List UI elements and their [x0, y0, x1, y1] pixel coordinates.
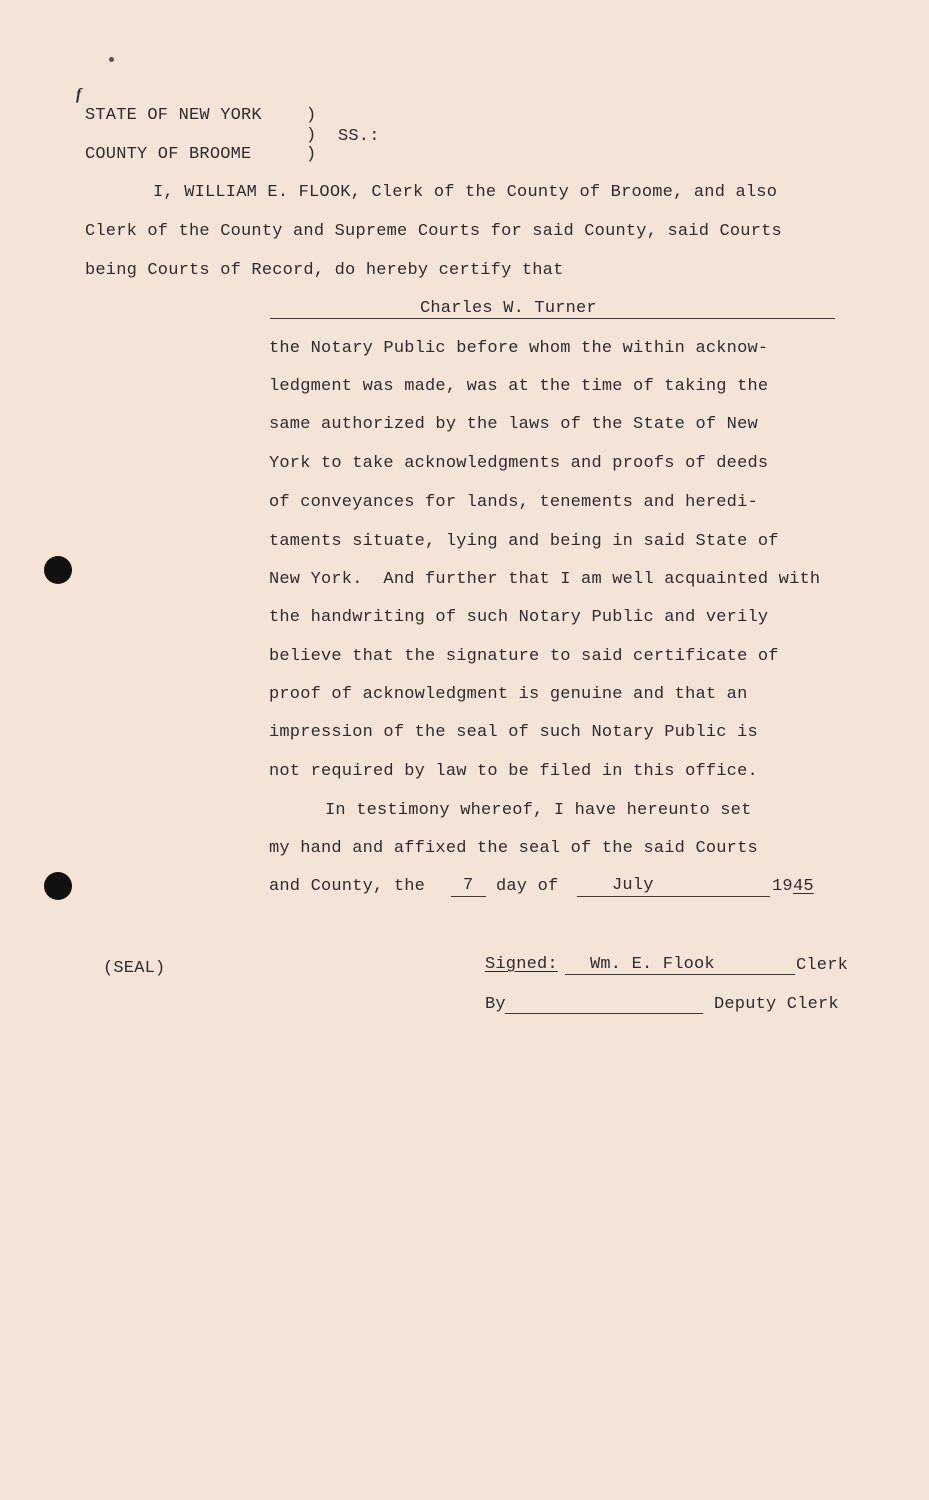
date-year-prefix: 19	[772, 877, 793, 896]
body-line: of conveyances for lands, tenements and heredi-	[269, 493, 758, 512]
body-line: the Notary Public before whom the within acknow-	[269, 339, 769, 358]
intro-line-2: Clerk of the County and Supreme Courts for said County, said Courts	[85, 222, 782, 241]
date-prefix: and County, the	[269, 877, 426, 896]
bracket-bottom: )	[306, 145, 317, 164]
date-day: 7	[463, 876, 474, 895]
tick-mark: f	[76, 86, 82, 103]
signed-label: Signed:	[485, 955, 558, 974]
date-middle: day of	[496, 877, 559, 896]
testimony-line: In testimony whereof, I have hereunto set	[325, 801, 752, 820]
body-line: impression of the seal of such Notary Public is	[269, 723, 758, 742]
testimony-line: my hand and affixed the seal of the said Courts	[269, 839, 758, 858]
binder-hole	[44, 556, 72, 584]
clerk-title: Clerk	[796, 956, 849, 975]
body-line: taments situate, lying and being in said State of	[269, 532, 779, 551]
notary-name: Charles W. Turner	[420, 299, 597, 318]
body-line: not required by law to be filed in this office.	[269, 762, 758, 781]
deputy-title: Deputy Clerk	[714, 995, 839, 1014]
body-line: the handwriting of such Notary Public and verily	[269, 608, 769, 627]
ink-speck	[109, 57, 114, 62]
by-label: By	[485, 995, 506, 1014]
county-line: COUNTY OF BROOME	[85, 145, 252, 164]
state-line: STATE OF NEW YORK	[85, 106, 262, 125]
intro-line-1: I, WILLIAM E. FLOOK, Clerk of the County of Broome, and also	[153, 183, 778, 202]
body-line: believe that the signature to said certificate of	[269, 647, 779, 666]
seal-label: (SEAL)	[103, 959, 166, 978]
date-year-suffix: 45	[793, 877, 814, 896]
date-month: July	[612, 876, 654, 895]
intro-line-3: being Courts of Record, do hereby certify that	[85, 261, 564, 280]
signer-name: Wm. E. Flook	[590, 955, 715, 974]
body-line: York to take acknowledgments and proofs of deeds	[269, 454, 769, 473]
binder-hole	[44, 872, 72, 900]
deputy-blank	[505, 1013, 703, 1014]
day-blank	[451, 896, 486, 897]
body-line: New York. And further that I am well acquainted with	[269, 570, 821, 589]
body-line: same authorized by the laws of the State of New	[269, 415, 758, 434]
body-line: ledgment was made, was at the time of taking the	[269, 377, 769, 396]
month-blank	[577, 896, 770, 897]
bracket-top: )	[306, 106, 317, 125]
ss-label: SS.:	[338, 127, 380, 146]
bracket-mid: )	[306, 126, 317, 145]
body-line: proof of acknowledgment is genuine and that an	[269, 685, 748, 704]
